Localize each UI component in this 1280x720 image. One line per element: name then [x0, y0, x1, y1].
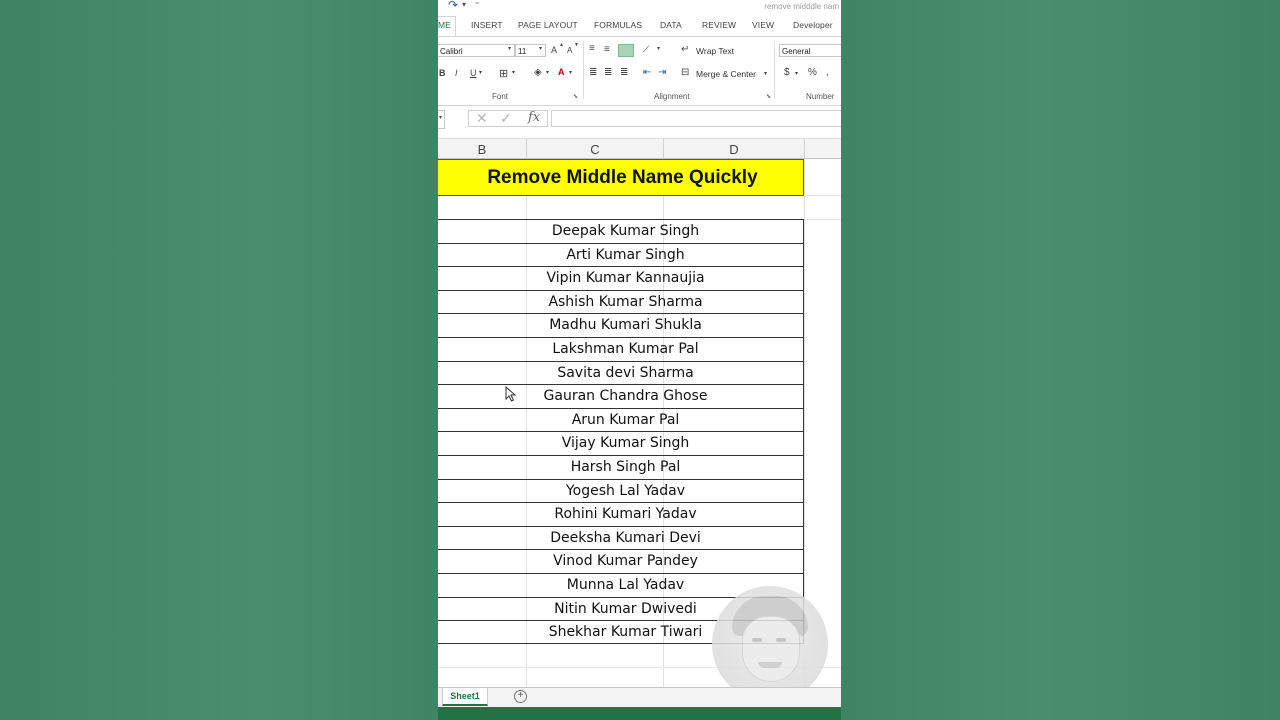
currency-dropdown-icon[interactable]: ▾	[795, 71, 799, 77]
column-header-b[interactable]: B	[438, 139, 527, 159]
window-title: remove midddle nam	[764, 2, 839, 11]
fill-color-dropdown-icon[interactable]: ▾	[546, 70, 550, 76]
name-cell[interactable]: Madhu Kumari Shukla	[438, 313, 804, 337]
group-label-font: Font	[492, 92, 509, 101]
borders-dropdown-icon[interactable]: ▾	[512, 70, 516, 76]
name-cell[interactable]: Deeksha Kumari Devi	[438, 526, 804, 550]
merge-center-icon[interactable]: ⊟	[681, 67, 690, 78]
font-color-button[interactable]: A	[558, 67, 565, 77]
column-headers	[438, 138, 841, 159]
tab-formulas[interactable]: FORMULAS	[594, 20, 643, 30]
merge-center-button[interactable]: Merge & Center	[696, 69, 756, 79]
sheet-tab-bar	[438, 687, 841, 708]
name-cell[interactable]: Arun Kumar Pal	[438, 408, 804, 432]
redo-icon[interactable]: ↷	[448, 0, 459, 12]
align-left-icon[interactable]: ≣	[589, 67, 598, 78]
redo-dropdown-icon[interactable]: ▾	[462, 0, 467, 9]
comma-style-icon[interactable]: ,	[826, 67, 829, 78]
increase-indent-icon[interactable]: ⇥	[658, 67, 667, 78]
name-cell[interactable]: Shekhar Kumar Tiwari	[438, 620, 804, 644]
tab-data[interactable]: DATA	[660, 20, 682, 30]
tab-review[interactable]: REVIEW	[702, 20, 737, 30]
fill-color-icon[interactable]: ◈	[534, 67, 542, 78]
shrink-font-button[interactable]: A	[567, 46, 573, 55]
avatar-eye	[776, 638, 786, 642]
font-name-dropdown-icon[interactable]: ▾	[508, 46, 512, 52]
underline-dropdown-icon[interactable]: ▾	[479, 70, 483, 76]
grow-font-button[interactable]: A	[551, 45, 558, 55]
tab-developer[interactable]: Developer	[793, 20, 833, 30]
borders-icon[interactable]: ⊞	[499, 68, 509, 80]
quick-access-toolbar	[438, 0, 841, 14]
insert-function-icon[interactable]: fx	[528, 110, 541, 125]
background-left	[0, 0, 438, 720]
enter-icon[interactable]: ✓	[500, 110, 512, 126]
font-name-select[interactable]: Calibri	[438, 44, 515, 57]
orientation-icon[interactable]: ⟋	[643, 44, 650, 54]
name-cell[interactable]: Vijay Kumar Singh	[438, 431, 804, 455]
grow-font-caret-icon: ▲	[559, 42, 564, 48]
ribbon-separator	[583, 41, 584, 99]
sheet-tab-sheet1[interactable]: Sheet1	[442, 688, 488, 706]
shrink-font-caret-icon: ▼	[574, 42, 579, 48]
name-cell[interactable]: Vinod Kumar Pandey	[438, 549, 804, 573]
alignment-dialog-launcher-icon[interactable]: ⬊	[766, 94, 772, 100]
wrap-text-button[interactable]: Wrap Text	[696, 46, 734, 56]
formula-bar	[438, 107, 841, 131]
font-size-select[interactable]: 11	[515, 44, 546, 57]
name-cell[interactable]: Savita devi Sharma	[438, 361, 804, 385]
italic-button[interactable]: I	[455, 68, 458, 78]
customize-qat-icon[interactable]: ⁼	[475, 0, 480, 9]
align-bottom-button[interactable]	[618, 44, 634, 57]
column-header-c[interactable]: C	[527, 139, 664, 159]
name-cell[interactable]: Vipin Kumar Kannaujia	[438, 266, 804, 290]
cancel-icon[interactable]: ✕	[476, 110, 488, 126]
ribbon	[438, 36, 841, 106]
name-cell[interactable]: Rohini Kumari Yadav	[438, 502, 804, 526]
font-color-dropdown-icon[interactable]: ▾	[569, 70, 573, 76]
font-size-dropdown-icon[interactable]: ▾	[539, 46, 543, 52]
align-middle-icon[interactable]: ≡	[604, 44, 610, 55]
name-cell[interactable]: Harsh Singh Pal	[438, 455, 804, 479]
wrap-text-icon[interactable]: ↵	[681, 44, 690, 55]
merge-center-dropdown-icon[interactable]: ▾	[764, 71, 768, 77]
bold-button[interactable]: B	[439, 68, 446, 78]
watermark-avatar-icon	[712, 586, 828, 702]
name-cell[interactable]: Arti Kumar Singh	[438, 243, 804, 267]
group-label-alignment: Alignment	[654, 92, 690, 101]
title-cell[interactable]: Remove Middle Name Quickly	[438, 159, 804, 196]
ribbon-separator	[774, 41, 775, 99]
tab-view[interactable]: VIEW	[752, 20, 775, 30]
number-format-select[interactable]: General	[779, 44, 841, 57]
background-right	[841, 0, 1280, 720]
avatar-face	[742, 616, 800, 682]
align-right-icon[interactable]: ≣	[620, 67, 629, 78]
decrease-indent-icon[interactable]: ⇤	[643, 67, 652, 78]
orientation-dropdown-icon[interactable]: ▾	[657, 46, 661, 52]
tab-home[interactable]: ME	[438, 20, 451, 30]
font-dialog-launcher-icon[interactable]: ⬊	[573, 94, 579, 100]
formula-input[interactable]	[551, 110, 841, 127]
add-sheet-icon[interactable]: +	[514, 690, 527, 703]
tab-page-layout[interactable]: PAGE LAYOUT	[518, 20, 578, 30]
group-label-number: Number	[806, 92, 835, 101]
currency-button[interactable]: $	[784, 67, 790, 78]
mouse-pointer-icon	[505, 386, 517, 402]
name-cell[interactable]: Nitin Kumar Dwivedi	[438, 597, 804, 621]
underline-button[interactable]: U	[470, 68, 477, 78]
name-cell[interactable]: Lakshman Kumar Pal	[438, 337, 804, 361]
align-top-icon[interactable]: ≡	[589, 43, 595, 54]
excel-window	[438, 0, 841, 720]
name-cell[interactable]: Deepak Kumar Singh	[438, 219, 804, 243]
name-cell[interactable]: Yogesh Lal Yadav	[438, 479, 804, 503]
align-center-icon[interactable]: ≣	[604, 67, 613, 78]
name-cell[interactable]: Munna Lal Yadav	[438, 573, 804, 597]
percent-button[interactable]: %	[808, 67, 817, 78]
column-header-d[interactable]: D	[664, 139, 805, 159]
tab-insert[interactable]: INSERT	[471, 20, 503, 30]
avatar-eye	[752, 638, 762, 642]
cell-grid[interactable]	[438, 159, 841, 687]
name-cell[interactable]: Gauran Chandra Ghose	[438, 384, 804, 408]
avatar-mouth	[758, 662, 782, 668]
ribbon-tabs	[438, 16, 841, 36]
name-box-dropdown-icon[interactable]: ▾	[439, 115, 443, 121]
status-bar	[438, 707, 841, 720]
name-cell[interactable]: Ashish Kumar Sharma	[438, 290, 804, 314]
